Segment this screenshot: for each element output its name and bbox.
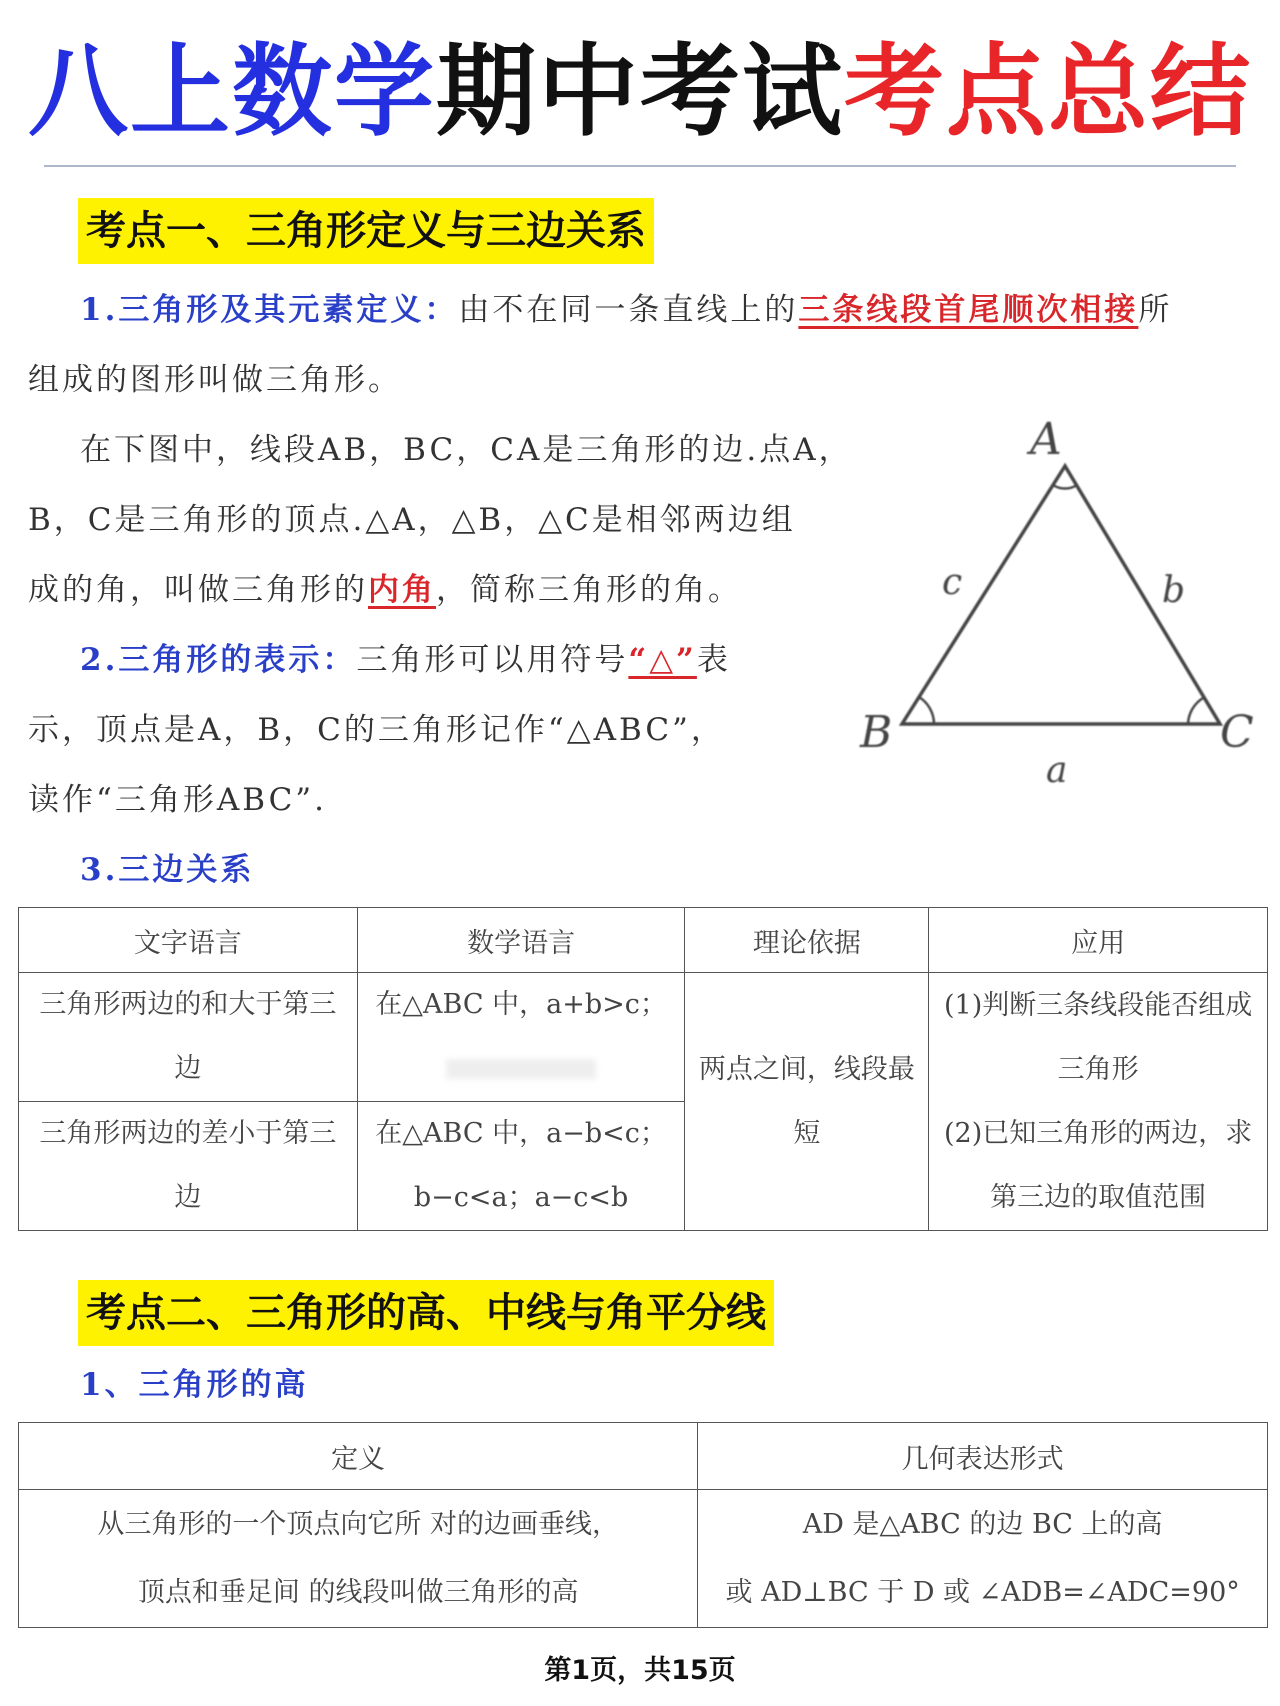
- header-application: 应用: [929, 908, 1268, 973]
- title-part-3: 考点总结: [844, 33, 1252, 150]
- definition-text-b: 所: [1138, 292, 1173, 328]
- definition-emphasis: 三条线段首尾顺次相接: [798, 292, 1139, 328]
- angle-arc-c: [1188, 698, 1203, 724]
- basis-line-b: 短: [793, 1117, 821, 1149]
- triangle-diagram: [850, 412, 1260, 792]
- definition-lead: 1.三角形及其元素定义：: [80, 292, 459, 328]
- altitude-definition: [19, 1490, 698, 1628]
- row2-text-b: 边: [174, 1182, 202, 1213]
- angle-arc-b: [919, 697, 934, 724]
- altitude-subheading: [80, 1350, 309, 1420]
- altitude-expr-a: AD 是△ABC 的边 BC 上的高: [802, 1508, 1163, 1540]
- triangle-symbol: “△”: [628, 642, 697, 678]
- row1-math-blurred: [446, 1059, 596, 1079]
- notation-lead: 2.三角形的表示：: [80, 642, 357, 678]
- table-header-row: [19, 1423, 1268, 1490]
- apply-1b: 三角形: [1057, 1053, 1139, 1085]
- apply-1a: (1)判断三条线段能否组成: [944, 989, 1253, 1021]
- definition-paragraph-line-1: [80, 275, 1172, 345]
- altitude-expression: [698, 1490, 1268, 1628]
- row2-text-a: 三角形两边的差小于第三: [39, 1118, 337, 1149]
- title-part-1: 八上数学: [28, 33, 436, 150]
- row1-text-b: 边: [174, 1053, 202, 1084]
- page-footer: 第1页，共15页: [544, 1655, 736, 1686]
- row2-math-language: [357, 1102, 685, 1231]
- altitude-expr-b: 或 AD⊥BC 于 D 或 ∠ADB=∠ADC=90°: [725, 1576, 1240, 1608]
- vertex-label-b: B: [860, 707, 893, 758]
- elements-line-2: B，C是三角形的顶点.△A，△B，△C是相邻两边组: [28, 502, 796, 538]
- title-part-2: 期中考试: [436, 33, 844, 150]
- side-relation-lead: [80, 835, 254, 905]
- row1-text-a: 三角形两边的和大于第三: [39, 989, 337, 1020]
- row2-math-a: 在△ABC 中，a−b<c；: [375, 1118, 667, 1149]
- apply-2a: (2)已知三角形的两边，求: [944, 1117, 1253, 1149]
- table-header-row: [19, 908, 1268, 973]
- header-theory-basis: 理论依据: [685, 908, 929, 973]
- basis-line-a: 两点之间，线段最: [698, 1053, 915, 1085]
- notation-line-2: 示，顶点是A，B，C的三角形记作“△ABC”，: [28, 712, 725, 748]
- application-cell: [929, 973, 1268, 1231]
- notation-text-a: 三角形可以用符号: [356, 642, 629, 678]
- altitude-def-a: 从三角形的一个顶点向它所 对的边画垂线，: [97, 1508, 619, 1540]
- section-1-heading: 考点一、三角形定义与三边关系: [78, 198, 654, 264]
- elements-line-3-a: 成的角，叫做三角形的: [28, 572, 368, 608]
- side-label-c: c: [942, 562, 963, 603]
- side-label-b: b: [1162, 570, 1186, 611]
- section-2-heading: 考点二、三角形的高、中线与角平分线: [78, 1280, 774, 1346]
- notation-line-3: 读作“三角形ABC”.: [28, 782, 328, 818]
- angle-arc-a: [1053, 485, 1077, 489]
- row1-text-language: [19, 973, 358, 1102]
- apply-2b: 第三边的取值范围: [990, 1181, 1207, 1213]
- theory-basis-cell: [685, 973, 929, 1231]
- elements-line-3: [28, 555, 742, 625]
- side-relation-title: 3.三边关系: [80, 852, 255, 888]
- vertex-label-c: C: [1220, 707, 1254, 758]
- side-label-a: a: [1046, 750, 1068, 791]
- header-math-language: 数学语言: [357, 908, 685, 973]
- side-relation-table: [18, 907, 1268, 1231]
- table-row: [19, 973, 1268, 1102]
- notation-line-1: [80, 625, 731, 695]
- title-divider: [44, 165, 1236, 167]
- elements-line-3-b: ，简称三角形的角。: [436, 572, 742, 608]
- row1-math-a: 在△ABC 中，a+b>c；: [375, 989, 667, 1020]
- definition-text-a: 由不在同一条直线上的: [458, 292, 799, 328]
- table-row: [19, 1490, 1268, 1628]
- altitude-subheading-text: 1、三角形的高: [80, 1367, 309, 1403]
- header-text-language: 文字语言: [19, 908, 358, 973]
- altitude-def-b: 顶点和垂足间 的线段叫做三角形的高: [137, 1576, 579, 1608]
- row1-math-language: [357, 973, 685, 1102]
- row2-text-language: [19, 1102, 358, 1231]
- header-geometric-expression: 几何表达形式: [698, 1423, 1268, 1490]
- altitude-table: [18, 1422, 1268, 1628]
- vertex-label-a: A: [1030, 414, 1062, 465]
- notation-text-b: 表: [696, 642, 731, 678]
- interior-angle-emphasis: 内角: [368, 572, 436, 608]
- row2-math-b: b−c<a；a−c<b: [413, 1182, 629, 1213]
- header-definition: 定义: [19, 1423, 698, 1490]
- elements-line-1: 在下图中，线段AB，BC，CA是三角形的边.点A，: [80, 432, 853, 468]
- page-title: [0, 32, 1280, 152]
- definition-paragraph-line-2: 组成的图形叫做三角形。: [28, 362, 402, 398]
